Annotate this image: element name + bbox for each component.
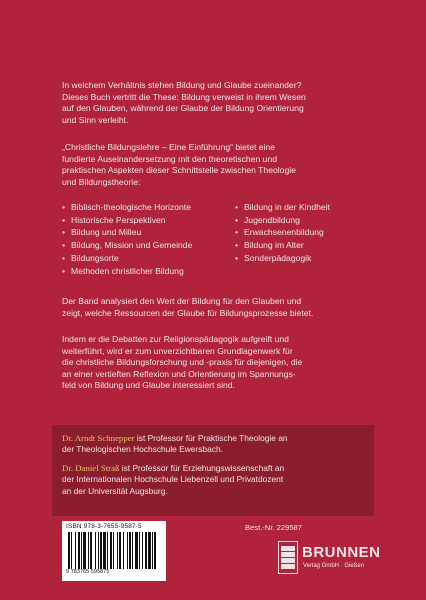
bullet-icon: • — [235, 227, 239, 238]
list-item: • Bildung, Mission und Gemeinde — [62, 240, 193, 251]
text-line: Der Band analysiert den Wert der Bildung für den Glauben und — [62, 296, 302, 306]
barcode-bar — [90, 532, 92, 569]
list-item: • Methoden christlicher Bildung — [62, 265, 184, 276]
bullet-icon: • — [62, 240, 66, 251]
barcode-bar — [145, 532, 147, 569]
barcode-bar — [113, 532, 114, 569]
barcode-bar — [103, 532, 106, 569]
barcode-bar — [98, 532, 99, 569]
text-line: weiterführt, wird er zum unverzichtbaren Grundlagenwerk für — [62, 345, 293, 356]
bullet-icon: • — [62, 252, 66, 263]
barcode-bar — [152, 532, 153, 569]
barcode-bar — [129, 532, 131, 569]
text-line: Dieses Buch vertritt die These: Bildung verweist in ihrem Wesen — [62, 91, 306, 102]
barcode-bar — [68, 532, 70, 569]
text-line: auf den Glauben, während der Glaube der Bildung Orientierung — [62, 103, 304, 114]
barcode-bar — [95, 532, 96, 569]
list-item: • Jugendbildung — [235, 214, 300, 225]
text-line: feld von Bildung und Glaube interessiert sind. — [62, 380, 235, 391]
order-number: Best.-Nr. 229587 — [245, 523, 302, 532]
topic-list-left — [62, 201, 192, 277]
barcode-bar — [107, 532, 108, 569]
barcode-bar — [119, 532, 121, 569]
topic-list-right — [235, 201, 330, 265]
isbn-barcode — [62, 521, 166, 581]
barcode-bar — [75, 532, 76, 569]
author-name: Dr. Arndt Schnepper — [62, 433, 135, 443]
text-line: praktischen Aspekten dieser Schnittstelle zwischen Theologie — [62, 165, 296, 176]
list-item: • Bildungsorte — [62, 252, 119, 263]
debates-paragraph — [62, 334, 362, 392]
intro-paragraph — [62, 80, 362, 126]
list-item: • Bildung im Alter — [235, 240, 304, 251]
barcode-bar — [81, 532, 82, 569]
barcode-bar — [88, 532, 89, 569]
barcode-bar — [100, 532, 102, 569]
author-bio: Dr. Daniel Straß ist Professor für Erziehungswissenschaft an der Internationalen Hochschule Liebenzell und Privatdozent an der Universität Augsburg. — [62, 462, 285, 496]
text-line: Indem er die Debatten zur Religionspädagogik aufgreift und — [62, 334, 289, 344]
barcode-bar — [123, 532, 124, 569]
list-item: • Bildung in der Kindheit — [235, 202, 330, 212]
barcode-bar — [83, 532, 86, 569]
author-name: Dr. Daniel Straß — [62, 462, 120, 473]
bullet-icon: • — [62, 214, 66, 225]
text-line: an einer vertieften Reflexion und Orientierung im Spannungs- — [62, 368, 296, 379]
barcode-bar — [110, 532, 112, 569]
analysis-paragraph — [62, 296, 362, 319]
bullet-icon: • — [235, 214, 239, 225]
barcode-bar — [148, 532, 151, 569]
barcode-bar — [154, 532, 156, 569]
barcode-bar — [139, 532, 140, 569]
list-item: • Biblisch-theologische Horizonte — [62, 202, 191, 212]
isbn-text: ISBN 978-3-7655-9587-5 — [66, 523, 142, 530]
list-item: • Erwachsenenbildung — [235, 227, 324, 238]
text-line: „Christliche Bildungslehre – Eine Einführung“ bietet eine — [62, 142, 276, 152]
barcode-bar — [78, 532, 80, 569]
text-line: zeigt, welche Ressourcen der Glaube für Bildungsprozesse bietet. — [62, 307, 314, 318]
bullet-icon: • — [235, 240, 239, 251]
author-bio: Dr. Arndt Schnepper ist Professor für Praktische Theologie an der Theologischen Hochschule Ewersbach. — [62, 433, 288, 455]
publisher-logo — [278, 541, 381, 577]
barcode-bar — [127, 532, 128, 569]
author-box — [52, 425, 374, 516]
description-paragraph — [62, 142, 362, 188]
text-line: und Bildungstheorie: — [62, 176, 141, 187]
bullet-icon: • — [235, 202, 239, 212]
barcode-bars — [66, 532, 162, 569]
barcode-bar — [142, 532, 143, 569]
bullet-icon: • — [62, 202, 66, 212]
text-line: und Sinn verleiht. — [62, 114, 129, 125]
bullet-icon: • — [235, 252, 239, 263]
text-line: In welchem Verhältnis stehen Bildung und Glaube zueinander? — [62, 80, 302, 90]
barcode-digits: 9 783765 595875 — [66, 569, 110, 575]
list-item: • Historische Perspektiven — [62, 214, 166, 225]
bullet-icon: • — [62, 265, 66, 276]
publisher-name: BRUNNEN — [302, 544, 381, 561]
list-item: • Bildung und Milieu — [62, 227, 142, 238]
text-line: fundierte Auseinandersetzung mit den theoretischen und — [62, 153, 277, 164]
barcode-bar — [117, 532, 118, 569]
publisher-sub: Verlag GmbH · Gießen — [303, 563, 365, 569]
bullet-icon: • — [62, 227, 66, 238]
barcode-bar — [135, 532, 138, 569]
publisher-logo-icon — [278, 541, 298, 574]
list-item: • Sonderpädagogik — [235, 252, 312, 263]
barcode-bar — [132, 532, 133, 569]
text-line: die christliche Bildungsforschung und -praxis für diejenigen, die — [62, 357, 303, 368]
barcode-bar — [71, 532, 72, 569]
